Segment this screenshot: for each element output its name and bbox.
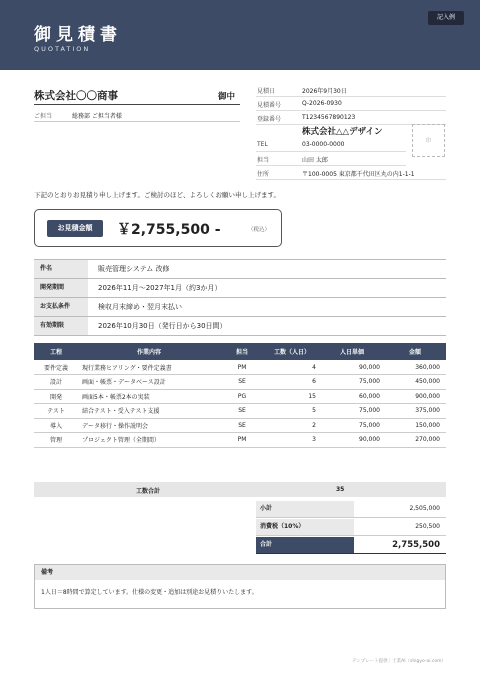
subtotal-row (256, 501, 446, 518)
table-row (34, 360, 446, 375)
info-row-registration (256, 111, 446, 125)
cell-amount: 150,000 (384, 418, 446, 433)
column-header: 金額 (384, 343, 446, 360)
cell-assignee: SE (220, 404, 264, 419)
issuer-row-contact (256, 152, 406, 166)
info-label: 見積番号 (257, 102, 282, 109)
issuer-label: 担当 (257, 157, 270, 164)
info-value: 2026年9月30日 (302, 88, 347, 95)
cell-amount: 375,000 (384, 404, 446, 419)
column-header: 作業内容 (78, 343, 220, 360)
total-amount-box (34, 209, 282, 247)
column-header: 工程 (34, 343, 78, 360)
meta-row-expiry (34, 317, 446, 336)
cell-unit-price: 75,000 (320, 418, 384, 433)
total-amount-value: ￥2,755,500 - (117, 222, 221, 238)
cell-unit-price: 75,000 (320, 375, 384, 390)
table-row (34, 375, 446, 390)
meta-label: 有効期限 (34, 317, 88, 335)
table-row (34, 389, 446, 404)
notes-box (34, 564, 446, 609)
table-row (34, 418, 446, 433)
column-header: 人日単価 (320, 343, 384, 360)
contact-label: ご担当 (34, 113, 53, 120)
total-tax-note: （税込） (248, 227, 271, 233)
example-badge: 記入例 (428, 11, 464, 25)
cell-man-days: 6 (264, 375, 320, 390)
grand-total-label: 合計 (256, 537, 354, 553)
quotation-meta-table (34, 259, 446, 336)
issuer-label: 住所 (257, 171, 270, 178)
man-days-total-label: 工数合計 (136, 488, 161, 495)
contact-value: 総務部 ご担当者様 (72, 113, 122, 120)
grand-total-row (256, 537, 446, 554)
meta-row-subject (34, 260, 446, 279)
notes-body: 1人日＝8時間で算定しています。仕様の変更・追加は別途お見積りいたします。 (41, 589, 258, 596)
cell-man-days: 3 (264, 433, 320, 448)
issuer-value: 03-0000-0000 (302, 141, 345, 148)
document-title: 御見積書 (34, 25, 122, 45)
cell-phase: 管理 (34, 433, 78, 448)
document-header (0, 0, 480, 70)
cell-work: 画面5本・帳票2本の実装 (78, 389, 220, 404)
info-value: Q-2026-0930 (302, 100, 342, 107)
meta-value: 検収月末締め・翌月末払い (98, 303, 182, 311)
info-label: 見積日 (257, 88, 276, 95)
grand-total-value: 2,755,500 (392, 540, 440, 550)
cell-phase: 開発 (34, 389, 78, 404)
cell-man-days: 15 (264, 389, 320, 404)
client-name: 株式会社〇〇商事 (34, 90, 118, 102)
contact-underline (34, 121, 240, 122)
cell-amount: 900,000 (384, 389, 446, 404)
document-subtitle: QUOTATION (34, 45, 91, 53)
meta-row-period (34, 279, 446, 298)
cell-phase: 要件定義 (34, 360, 78, 375)
cell-unit-price: 75,000 (320, 404, 384, 419)
cell-man-days: 4 (264, 360, 320, 375)
notes-title: 備考 (35, 565, 445, 580)
issuer-row-tel (256, 138, 406, 152)
table-row (34, 404, 446, 419)
table-header-row (34, 343, 446, 360)
meta-row-payment (34, 298, 446, 317)
cell-assignee: SE (220, 375, 264, 390)
cell-man-days: 5 (264, 404, 320, 419)
client-underline (34, 104, 240, 105)
issuer-label: TEL (257, 141, 268, 148)
issuer-value: 〒100-0005 東京都千代田区丸の内1-1-1 (302, 171, 415, 178)
info-row-date (256, 83, 446, 97)
man-days-total-value: 35 (336, 486, 345, 493)
subtotal-value: 2,505,000 (409, 505, 440, 512)
meta-value: 2026年10月30日（発行日から30日間） (98, 322, 227, 330)
table-row (34, 433, 446, 448)
cell-assignee: PM (220, 360, 264, 375)
cell-work: 結合テスト・受入テスト支援 (78, 404, 220, 419)
meta-value: 販売管理システム 改修 (98, 265, 170, 273)
cell-phase: 導入 (34, 418, 78, 433)
meta-label: 開発期間 (34, 279, 88, 297)
man-days-total-bar (34, 482, 446, 497)
template-credit: テンプレート提供｜士業AI（shigyo-ai.com） (352, 659, 446, 664)
cell-unit-price: 60,000 (320, 389, 384, 404)
info-value: T1234567890123 (302, 114, 356, 121)
info-row-number (256, 97, 446, 111)
total-amount-label: お見積金額 (47, 220, 103, 237)
issuer-company-name: 株式会社△△デザイン (302, 127, 383, 137)
cell-amount: 450,000 (384, 375, 446, 390)
cell-phase: テスト (34, 404, 78, 419)
cell-unit-price: 90,000 (320, 433, 384, 448)
issuer-row-address (256, 166, 446, 180)
cell-amount: 360,000 (384, 360, 446, 375)
cell-man-days: 2 (264, 418, 320, 433)
cell-assignee: SE (220, 418, 264, 433)
cell-work: 現行業務ヒアリング・要件定義書 (78, 360, 220, 375)
cell-work: プロジェクト管理（全期間） (78, 433, 220, 448)
cell-work: データ移行・操作説明会 (78, 418, 220, 433)
meta-label: お支払条件 (34, 298, 88, 316)
cell-unit-price: 90,000 (320, 360, 384, 375)
greeting-text: 下記のとおりお見積り申し上げます。ご検討のほど、よろしくお願い申し上げます。 (34, 191, 280, 199)
meta-value: 2026年11月〜2027年1月（約3か月） (98, 284, 222, 292)
info-label: 登録番号 (257, 116, 282, 123)
tax-value: 250,500 (415, 523, 440, 530)
column-header: 工数（人日） (264, 343, 320, 360)
client-honorific: 御中 (218, 92, 236, 102)
issuer-value: 山田 太郎 (302, 157, 328, 164)
column-header: 担当 (220, 343, 264, 360)
cell-assignee: PG (220, 389, 264, 404)
cell-phase: 設計 (34, 375, 78, 390)
tax-label: 消費税（10%） (256, 519, 354, 535)
cell-amount: 270,000 (384, 433, 446, 448)
cell-work: 画面・帳票・データベース設計 (78, 375, 220, 390)
tax-row (256, 519, 446, 536)
subtotal-label: 小計 (256, 501, 354, 517)
line-items-table (34, 343, 446, 448)
meta-label: 件名 (34, 260, 88, 278)
seal-placeholder: 印 (412, 124, 445, 157)
cell-assignee: PM (220, 433, 264, 448)
